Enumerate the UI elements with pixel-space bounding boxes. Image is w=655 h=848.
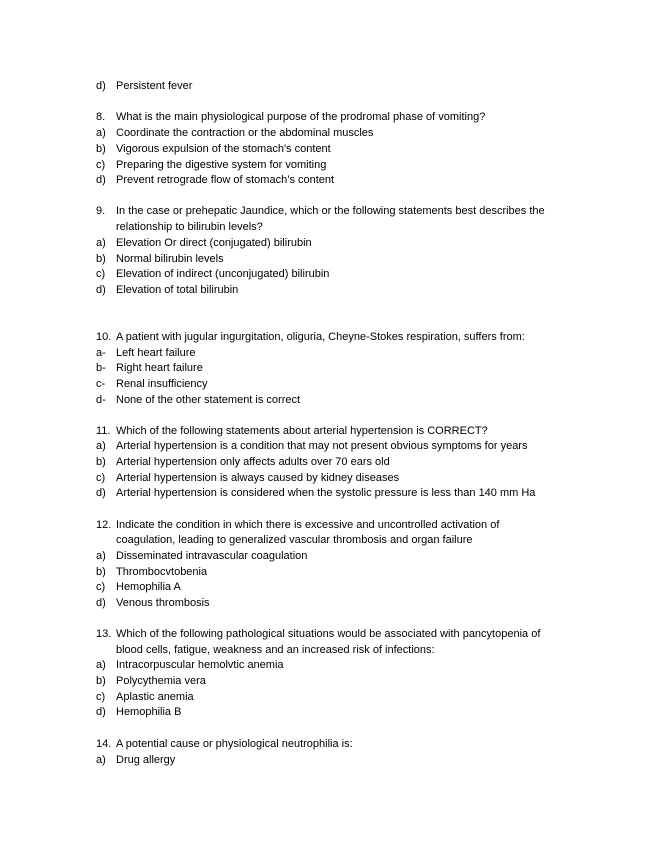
item-label: b) xyxy=(96,253,106,265)
question-number: 14. xyxy=(96,738,112,750)
item-text: Aplastic anemia xyxy=(116,691,194,703)
question-number: 10. xyxy=(96,331,112,343)
item-text: Intracorpuscular hemolvtic anemia xyxy=(116,659,284,671)
item-label: a) xyxy=(96,440,106,452)
question-number: 8. xyxy=(96,111,106,123)
item-text: Elevation of total bilirubin xyxy=(116,284,239,296)
item-label: d) xyxy=(96,80,106,92)
item-text: Right heart failure xyxy=(116,362,203,374)
item-label: d) xyxy=(96,487,106,499)
item-text: Prevent retrograde flow of stomach’s content xyxy=(116,174,335,186)
item-label: d- xyxy=(96,394,106,406)
question-text: A patient with jugular ingurgitation, oliguria, Cheyne-Stokes respiration, suffers from: xyxy=(116,331,525,343)
item-label: a- xyxy=(96,347,106,359)
item-label: c- xyxy=(96,378,106,390)
question-text: What is the main physiological purpose of the prodromal phase of vomiting? xyxy=(116,111,486,123)
item-label: a) xyxy=(96,127,106,139)
item-text: Polycythemia vera xyxy=(116,675,206,687)
question-number: 9. xyxy=(96,205,106,217)
item-text: Persistent fever xyxy=(116,80,193,92)
question-text: coagulation, leading to generalized vascular thrombosis and organ failure xyxy=(116,534,473,546)
question-text: relationship to bilirubin levels? xyxy=(116,221,263,233)
item-label: c) xyxy=(96,268,106,280)
item-label: d) xyxy=(96,174,106,186)
item-label: c) xyxy=(96,691,106,703)
item-text: Hemophilia B xyxy=(116,706,182,718)
item-text: Hemophilia A xyxy=(116,581,181,593)
item-text: Arterial hypertension is a condition that may not present obvious symptoms for years xyxy=(116,440,528,452)
item-label: b- xyxy=(96,362,106,374)
item-label: d) xyxy=(96,597,106,609)
item-label: c) xyxy=(96,581,106,593)
item-text: Arterial hypertension is considered when the systolic pressure is less than 140 mm Ha xyxy=(116,487,536,499)
question-number: 12. xyxy=(96,519,112,531)
question-text: A potential cause or physiological neutrophilia is: xyxy=(116,738,353,750)
item-label: b) xyxy=(96,456,106,468)
item-text: Elevation of indirect (unconjugated) bilirubin xyxy=(116,268,330,280)
item-label: c) xyxy=(96,472,106,484)
item-text: Renal insufficiency xyxy=(116,378,208,390)
item-text: Disseminated intravascular coagulation xyxy=(116,550,308,562)
question-text: Indicate the condition in which there is excessive and uncontrolled activation of xyxy=(116,519,500,531)
item-text: Elevation Or direct (conjugated) bilirubin xyxy=(116,237,312,249)
item-label: a) xyxy=(96,659,106,671)
item-text: Thrombocvtobenia xyxy=(116,566,208,578)
item-text: Preparing the digestive system for vomiting xyxy=(116,159,327,171)
item-label: a) xyxy=(96,550,106,562)
item-text: Left heart failure xyxy=(116,347,196,359)
item-text: None of the other statement is correct xyxy=(116,394,301,406)
question-number: 11. xyxy=(96,425,111,437)
item-label: a) xyxy=(96,237,106,249)
item-label: b) xyxy=(96,143,106,155)
item-label: a) xyxy=(96,754,106,766)
item-text: Arterial hypertension only affects adults over 70 ears old xyxy=(116,456,390,468)
question-number: 13. xyxy=(96,628,112,640)
item-text: Venous thrombosis xyxy=(116,597,210,609)
item-text: Drug allergy xyxy=(116,754,176,766)
question-text: blood cells, fatigue, weakness and an increased risk of infections: xyxy=(116,644,435,656)
item-label: c) xyxy=(96,159,106,171)
question-text: Which of the following statements about arterial hypertension is CORRECT? xyxy=(116,425,488,437)
question-text: In the case or prehepatic Jaundice, which or the following statements best describes the xyxy=(116,205,545,217)
item-text: Normal bilirubin levels xyxy=(116,253,224,265)
question-text: Which of the following pathological situations would be associated with pancytopenia of xyxy=(116,628,541,640)
item-text: Coordinate the contraction or the abdominal muscles xyxy=(116,127,374,139)
item-label: d) xyxy=(96,284,106,296)
item-label: d) xyxy=(96,706,106,718)
item-text: Vigorous expulsion of the stomach's content xyxy=(116,143,331,155)
item-label: b) xyxy=(96,675,106,687)
item-label: b) xyxy=(96,566,106,578)
item-text: Arterial hypertension is always caused by kidney diseases xyxy=(116,472,400,484)
